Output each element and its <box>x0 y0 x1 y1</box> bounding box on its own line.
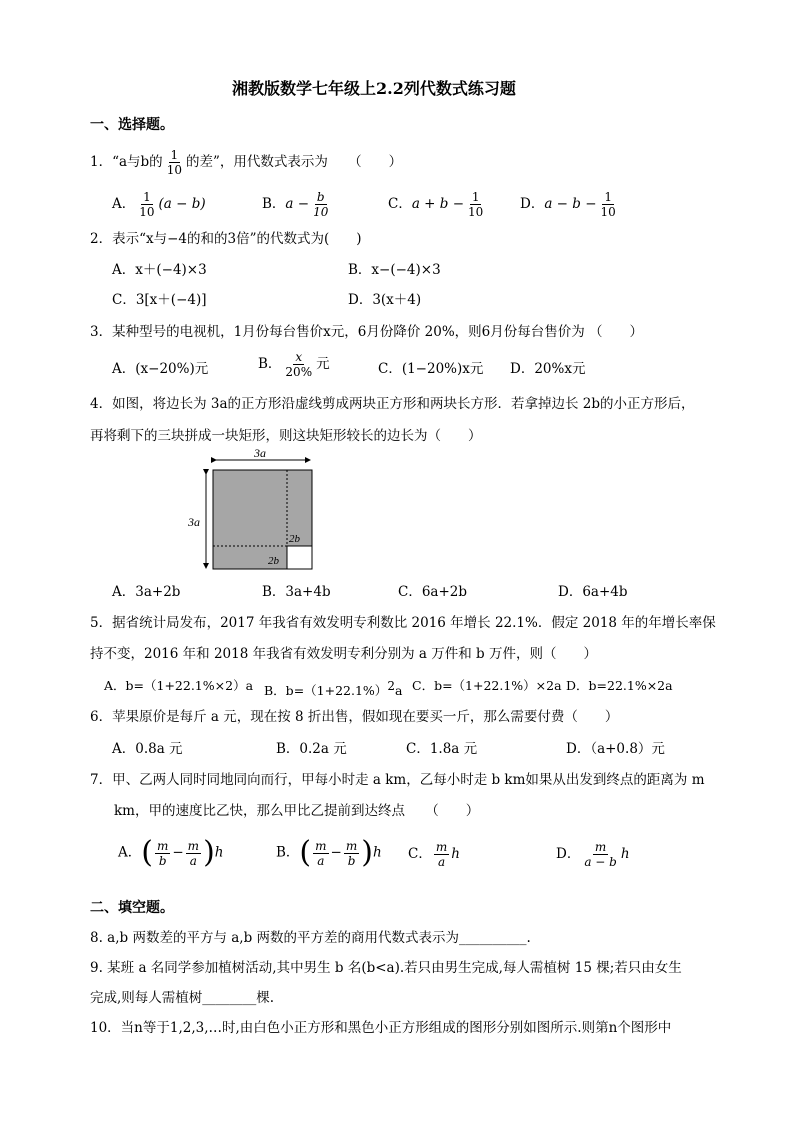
fig-small-square <box>287 546 312 569</box>
fig-label-top: 3a <box>254 446 266 460</box>
fig-label-inner-right: 2b <box>289 533 300 545</box>
q2-option-d[interactable]: D．3(x＋4) <box>348 292 422 308</box>
q1-option-d[interactable]: D．a − b − $\frac{1}{10}$ <box>520 190 616 219</box>
q5-option-a[interactable]: A．b=（1+22.1%×2）a <box>104 678 254 693</box>
section-fill-heading: 二、填空题。 <box>90 900 174 916</box>
section-choice-heading: 一、选择题。 <box>90 117 174 133</box>
question-4-line-2: 再将剩下的三块拼成一块矩形，则这块矩形较长的边长为（ ） <box>90 428 482 444</box>
q7-option-c[interactable]: C． $\frac{m}{a}$ h <box>408 840 460 869</box>
fig-label-inner-bottom: 2b <box>268 555 279 567</box>
question-7-line-2: km，甲的速度比乙快，那么甲比乙提前到达终点 （ ） <box>114 803 480 819</box>
q2-option-a[interactable]: A．x＋(−4)×3 <box>112 262 207 278</box>
q7-option-d[interactable]: D． $\frac{m}{a - b}$ h <box>556 840 630 869</box>
q5-option-d[interactable]: D．b=22.1%×2a <box>566 678 673 693</box>
question-6-stem: 6．苹果原价是每斤 a 元，现在按 8 折出售，假如现在要买一斤，那么需要付费（ ） <box>90 709 619 725</box>
question-5-line-2: 持不变，2016 年和 2018 年我省有效发明专利分别为 a 万件和 b 万件，则（ ） <box>90 646 597 662</box>
question-3-stem: 3．某种型号的电视机，1月份每台售价x元，6月份降价 20%，则6月份每台售价为 （ ） <box>90 324 644 340</box>
question-9-line-2: 完成,则每人需植树________棵. <box>90 990 275 1006</box>
q3-option-a[interactable]: A．(x−20%)元 <box>112 361 209 377</box>
question-1-stem <box>90 148 402 177</box>
question-7-line-1: 7．甲、乙两人同时同地同向而行，甲每小时走 a km，乙每小时走 b km如果从出发到终点的距离为 m <box>90 772 705 788</box>
q1-option-b[interactable]: B．a − $\frac{b}{10}$ <box>262 190 329 219</box>
q1-fraction: $\frac{1}{10}$ <box>166 148 182 177</box>
q4-option-a[interactable]: A．3a+2b <box>112 584 181 600</box>
q6-option-c[interactable]: C．1.8a 元 <box>406 741 478 757</box>
fig-label-left: 3a <box>188 515 200 529</box>
q5-option-c[interactable]: C．b=（1+22.1%）×2a <box>412 678 562 693</box>
q3-option-d[interactable]: D．20%x元 <box>510 361 586 377</box>
question-10-line-1: 10．当n等于1,2,3,…时,由白色小正方形和黑色小正方形组成的图形分别如图所示.则第n个图形中 <box>90 1020 672 1036</box>
q1-option-a[interactable]: A． $\frac{1}{10}$ (a − b) <box>112 190 206 219</box>
q4-option-b[interactable]: B．3a+4b <box>262 584 331 600</box>
q7-option-a[interactable]: A．( $\frac{m}{b}$ − $\frac{m}{a}$ )h <box>118 835 224 870</box>
page-title: 湘教版数学七年级上2.2列代数式练习题 <box>232 79 516 98</box>
q6-option-b[interactable]: B．0.2a 元 <box>276 741 347 757</box>
q3-option-b[interactable]: B． $\frac{x}{20\%}$ 元 <box>258 350 330 379</box>
q4-option-d[interactable]: D．6a+4b <box>558 584 628 600</box>
q1-text-post: 的差”，用代数式表示为 （ ） <box>185 154 403 170</box>
question-4-line-1: 4．如图，将边长为 3a的正方形沿虚线剪成两块正方形和两块长方形．若拿掉边长 2b的小正方形后， <box>90 396 695 412</box>
q3-option-c[interactable]: C．(1−20%)x元 <box>378 361 484 377</box>
question-5-line-1: 5．据省统计局发布，2017 年我省有效发明专利数比 2016 年增长 22.1%．假定 2018 年的年增长率保 <box>90 615 716 631</box>
q6-option-d[interactable]: D．（a+0.8）元 <box>566 741 665 757</box>
q2-option-b[interactable]: B．x−(−4)×3 <box>348 262 441 278</box>
question-2-stem: 2．表示“x与−4的和的3倍”的代数式为( ) <box>90 231 362 247</box>
q4-option-c[interactable]: C．6a+2b <box>398 584 468 600</box>
q1-text-pre: 1．“a与b的 <box>90 154 163 170</box>
q7-option-b[interactable]: B．( $\frac{m}{a}$ − $\frac{m}{b}$ )h <box>276 835 382 870</box>
q4-square-figure <box>186 446 326 576</box>
question-9-line-1: 9. 某班 a 名同学参加植树活动,其中男生 b 名(b<a).若只由男生完成,每人需植树 15 棵;若只由女生 <box>90 960 682 976</box>
q6-option-a[interactable]: A．0.8a 元 <box>112 741 183 757</box>
q1-option-c[interactable]: C．a + b − $\frac{1}{10}$ <box>388 190 484 219</box>
q5-option-b[interactable]: B．$b=(1+22.1\%)^2a$ <box>264 679 403 699</box>
question-8: 8. a,b 两数差的平方与 a,b 两数的平方差的商用代数式表示为__________. <box>90 930 531 946</box>
q2-option-c[interactable]: C．3[x＋(−4)] <box>112 292 207 308</box>
